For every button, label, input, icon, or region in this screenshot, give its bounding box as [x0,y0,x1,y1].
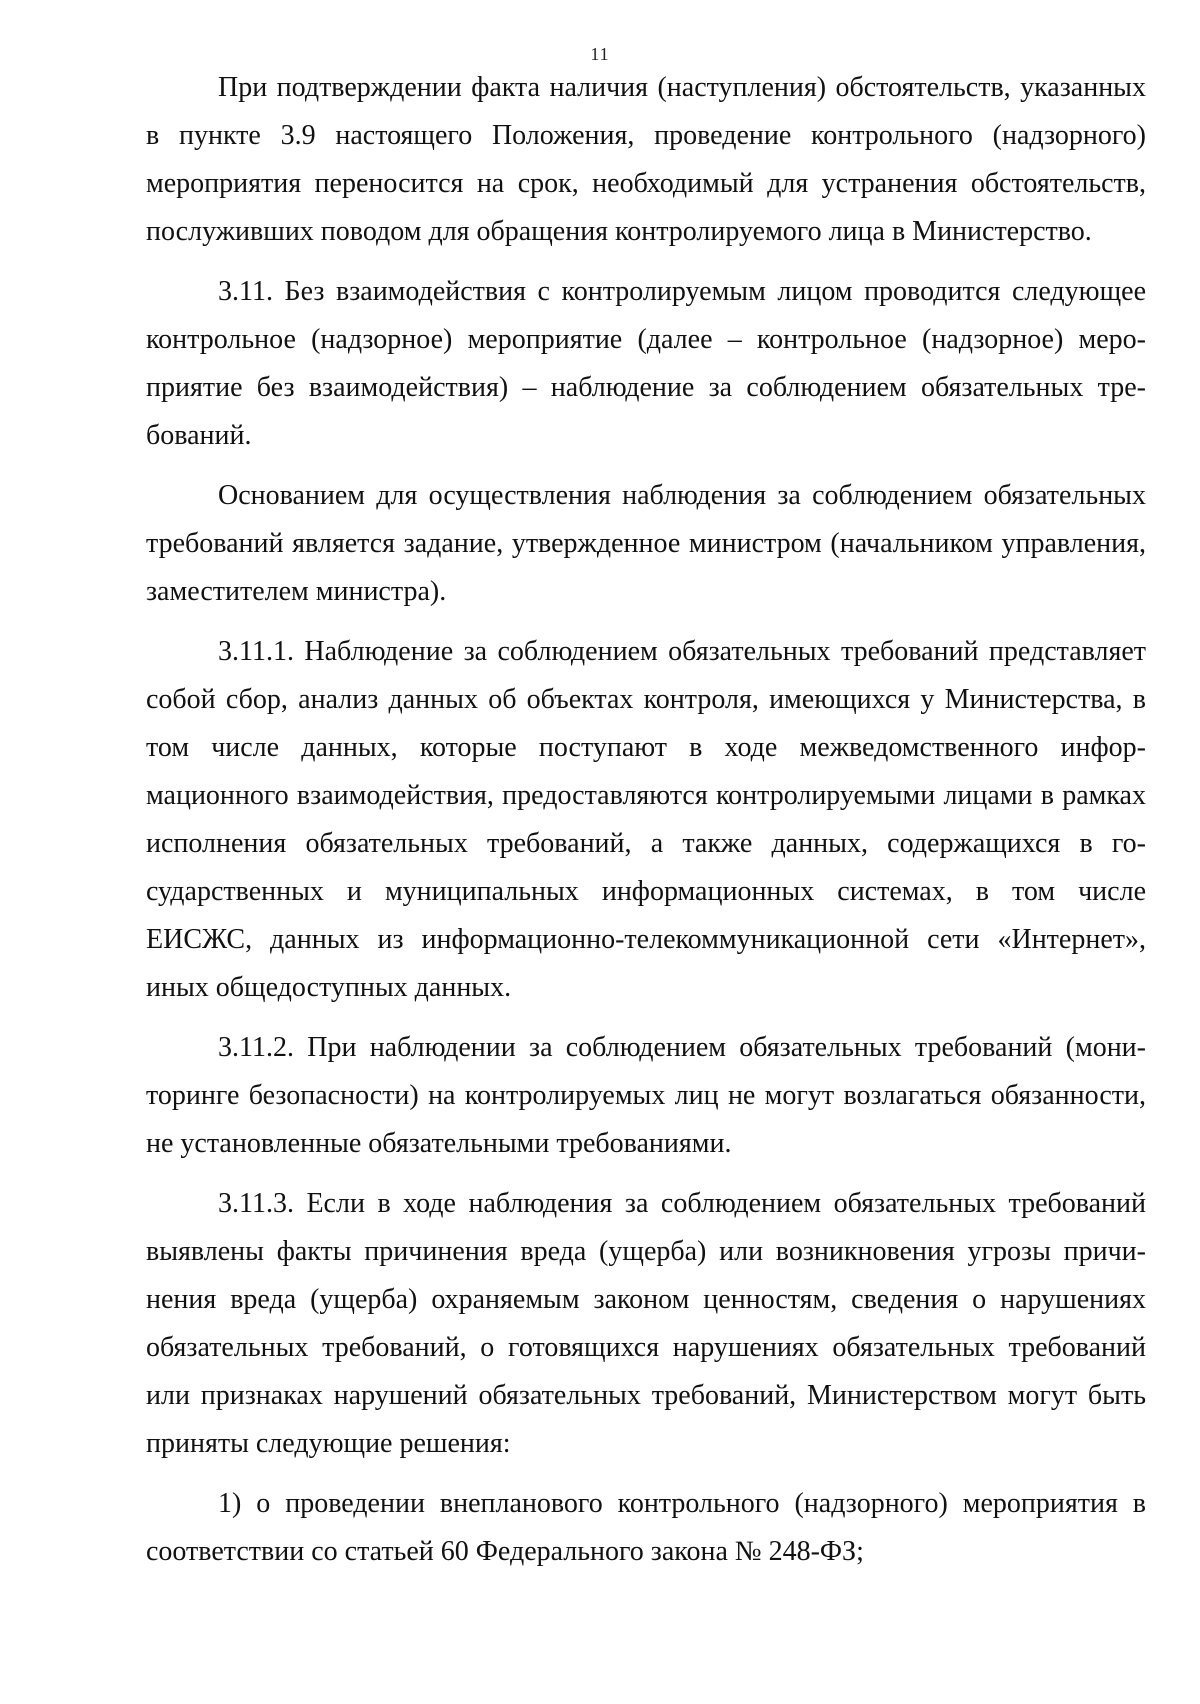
paragraph-postponement: При подтверждении факта наличия (наступления) обстоятельств, указанных в пункте 3.9 настоящего Положения, проведение контрольного (надзорного) мероприятия переносится на срок, необходимый для устранения обстоятельств, послуживших поводом для обращения контролируемого лица в Министерство. [146,72,1146,247]
page-number: 11 [590,44,610,64]
paragraph-3-11-1: 3.11.1. Наблюдение за соблюдением обязательных требований представляет собой сбор, анализ данных об объектах контроля, имеющихся у Министерства, в том числе данных, которые поступают в ходе межведомственного информационного взаимодействия, предоставляются контролируемыми лицами в рамках исполнения обязательных требований, а также данных, содержащихся в государственных и муниципальных информационных системах, в том числе ЕИСЖС, данных из информационно-телекоммуникационной сети «Интернет», иных общедоступных данных. [146,636,1146,1003]
paragraph-basis: Основанием для осуществления наблюдения за соблюдением обязательных требований является задание, утвержденное министром (начальником управления, заместителем министра). [146,480,1146,607]
paragraph-decision-1: 1) о проведении внепланового контрольного (надзорного) мероприятия в соответствии со статьей 60 Федерального закона № 248-ФЗ; [146,1488,1146,1567]
paragraph-3-11-2: 3.11.2. При наблюдении за соблюдением обязательных требований (мониторинге безопасности) на контролируемых лиц не могут возлагаться обязанности, не установленные обязательными требованиями. [146,1032,1146,1159]
document-body [146,64,1146,1576]
paragraph-3-11-3: 3.11.3. Если в ходе наблюдения за соблюдением обязательных требований выявлены факты причинения вреда (ущерба) или возникновения угрозы причинения вреда (ущерба) охраняемым законом ценностям, сведения о нарушениях обязательных требований, о готовящихся нарушениях обязательных требований или признаках нарушений обязательных требований, Министерством могут быть приняты следующие решения: [146,1188,1146,1459]
paragraph-3-11: 3.11. Без взаимодействия с контролируемым лицом проводится следующее контрольное (надзорное) мероприятие (далее – контрольное (надзорное) мероприятие без взаимодействия) – наблюдение за соблюдением обязательных требований. [146,276,1146,451]
